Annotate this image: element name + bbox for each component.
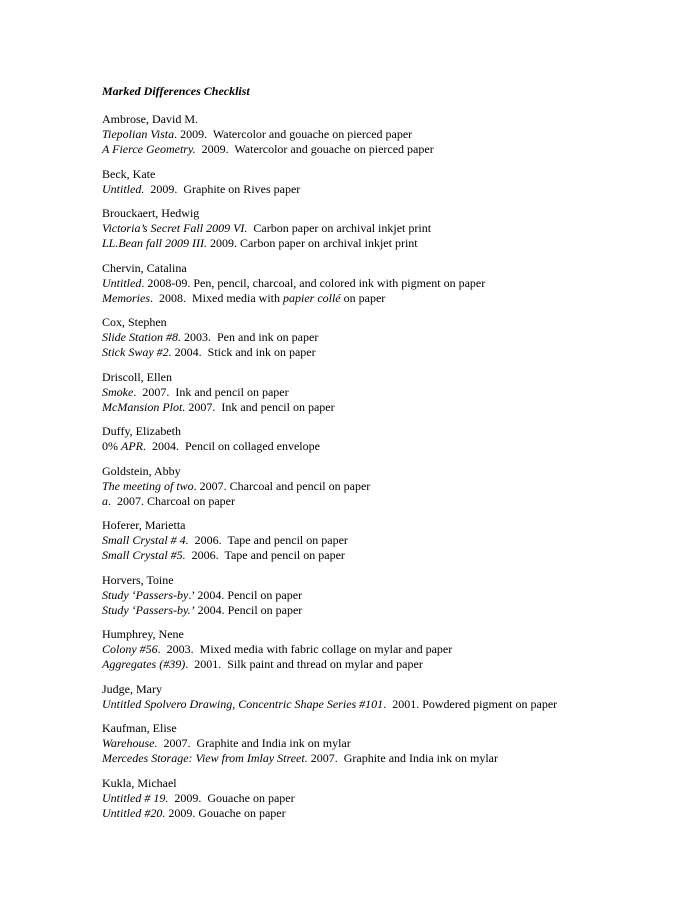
artwork-details: 0% <box>102 439 121 453</box>
artwork-details: 2009. Watercolor and gouache on pierced paper <box>195 142 434 156</box>
artwork-line <box>102 142 692 157</box>
entry-list <box>102 112 692 821</box>
artwork-title: Victoria’s Secret Fall 2009 VI. <box>102 221 248 235</box>
artwork-line <box>102 276 692 291</box>
artwork-details: . 2001. Powdered pigment on paper <box>383 696 558 711</box>
artwork-details: 2004. Pencil on paper <box>194 602 303 617</box>
artwork-details: . 2009. Watercolor and gouache on pierced paper <box>174 127 413 141</box>
artwork-details: .’ 2004. Pencil on paper <box>188 587 303 602</box>
artwork-title: LL.Bean fall 2009 III. <box>102 236 207 250</box>
artwork-details: 2009. Carbon paper on archival inkjet print <box>207 236 418 250</box>
artist-name: Brouckaert, Hedwig <box>102 206 200 220</box>
artwork-title: Untitled <box>102 275 142 290</box>
artwork-details: . 2003. Mixed media with fabric collage on mylar and paper <box>157 642 453 656</box>
artwork-title: Smoke <box>102 384 134 399</box>
artwork-title: A Fierce Geometry. <box>102 142 196 156</box>
artwork-title: a <box>102 493 108 508</box>
artwork-line <box>102 791 692 806</box>
artwork-title: Study ‘Passers-by <box>102 587 189 602</box>
artwork-details: 2006. Tape and pencil on paper <box>185 548 345 562</box>
artwork-title: Untitled Spolvero Drawing, Concentric Shape Series #101 <box>102 696 384 711</box>
artist-name: Kukla, Michael <box>102 775 177 790</box>
artwork-details: . 2007. Ink and pencil on paper <box>133 384 289 399</box>
artist-entry <box>102 573 692 618</box>
artist-entry <box>102 206 692 251</box>
artwork-title: Tiepolian Vista <box>102 127 175 141</box>
artist-entry <box>102 518 692 563</box>
artwork-details: 2007. Graphite and India ink on mylar <box>157 736 351 750</box>
artwork-line <box>102 221 692 236</box>
artist-name: Chervin, Catalina <box>102 260 187 275</box>
artwork-line <box>102 806 692 821</box>
artist-entry <box>102 315 692 360</box>
artwork-title: Untitled # 19. <box>102 790 169 805</box>
artwork-line <box>102 736 692 751</box>
artwork-line <box>102 603 692 618</box>
artwork-details: 2009. Gouache on paper <box>165 805 286 820</box>
artist-entry <box>102 424 692 454</box>
artwork-title: Stick Sway #2. <box>102 345 172 359</box>
artwork-details: . 2008-09. Pen, pencil, charcoal, and colored ink with pigment on paper <box>141 275 486 290</box>
artwork-details: . 2007. Charcoal on paper <box>108 493 235 508</box>
artwork-title: The meeting of two <box>102 478 194 493</box>
artist-name: Hoferer, Marietta <box>102 518 186 532</box>
artwork-line <box>102 642 692 657</box>
artwork-details: 2009. Graphite on Rives paper <box>144 181 301 196</box>
artist-name: Judge, Mary <box>102 681 162 696</box>
artwork-details: on paper <box>340 290 386 305</box>
artist-entry <box>102 464 692 509</box>
artist-name: Driscoll, Ellen <box>102 369 172 384</box>
artwork-title: Mercedes Storage: View from Imlay Street. <box>102 751 308 765</box>
artwork-line <box>102 400 692 415</box>
artist-name: Kaufman, Elise <box>102 721 177 735</box>
artwork-line <box>102 479 692 494</box>
artwork-details: 2007. Ink and pencil on paper <box>185 399 335 414</box>
artwork-details: 2004. Stick and ink on paper <box>171 345 316 359</box>
artwork-title: Slide Station #8. <box>102 330 181 344</box>
artist-entry <box>102 112 692 157</box>
artwork-line <box>102 385 692 400</box>
artwork-title: APR <box>121 439 143 453</box>
artwork-details: . 2004. Pencil on collaged envelope <box>143 439 320 453</box>
artwork-title: Study ‘Passers-by.’ <box>102 602 195 617</box>
artist-name: Ambrose, David M. <box>102 112 198 126</box>
artwork-line <box>102 291 692 306</box>
artwork-details: 2003. Pen and ink on paper <box>181 330 319 344</box>
artwork-line <box>102 236 692 251</box>
artwork-title: Small Crystal # 4. <box>102 533 189 547</box>
artist-name: Horvers, Toine <box>102 572 174 587</box>
artwork-title: Aggregates (#39) <box>102 657 186 671</box>
artist-name: Goldstein, Abby <box>102 463 181 478</box>
artwork-line <box>102 330 692 345</box>
artwork-line <box>102 182 692 197</box>
artwork-title: Untitled. <box>102 181 145 196</box>
artwork-title: McMansion Plot. <box>102 399 186 414</box>
artwork-title: Memories <box>102 290 150 305</box>
artwork-details: 2009. Gouache on paper <box>168 790 295 805</box>
artwork-line <box>102 697 692 712</box>
artist-name: Cox, Stephen <box>102 315 167 329</box>
artist-entry <box>102 370 692 415</box>
checklist <box>102 84 692 830</box>
artist-entry <box>102 721 692 766</box>
artwork-details: . 2001. Silk paint and thread on mylar and paper <box>185 657 423 671</box>
artwork-line <box>102 345 692 360</box>
artist-entry <box>102 627 692 672</box>
artwork-details: 2007. Graphite and India ink on mylar <box>307 751 499 765</box>
artwork-details: Carbon paper on archival inkjet print <box>247 221 432 235</box>
artwork-line <box>102 548 692 563</box>
artwork-line <box>102 127 692 142</box>
artwork-line <box>102 588 692 603</box>
artwork-line <box>102 494 692 509</box>
artist-name: Beck, Kate <box>102 166 156 181</box>
artwork-line <box>102 657 692 672</box>
artist-name: Humphrey, Nene <box>102 627 184 641</box>
artwork-line <box>102 533 692 548</box>
artwork-line <box>102 439 692 454</box>
artist-entry <box>102 261 692 306</box>
artwork-line <box>102 751 692 766</box>
artwork-details: 2006. Tape and pencil on paper <box>188 533 348 547</box>
artist-entry <box>102 682 692 712</box>
artwork-title: Untitled #20. <box>102 805 166 820</box>
artwork-title: Warehouse. <box>102 736 158 750</box>
artwork-title: papier collé <box>282 290 341 305</box>
artwork-title: Small Crystal #5. <box>102 548 186 562</box>
artwork-details: . 2008. Mixed media with <box>150 290 283 305</box>
artist-entry <box>102 776 692 821</box>
document-title: Marked Differences Checklist <box>102 84 250 98</box>
artwork-title: Colony #56 <box>102 642 158 656</box>
artist-entry <box>102 167 692 197</box>
artist-name: Duffy, Elizabeth <box>102 424 181 438</box>
artwork-details: . 2007. Charcoal and pencil on paper <box>193 478 371 493</box>
